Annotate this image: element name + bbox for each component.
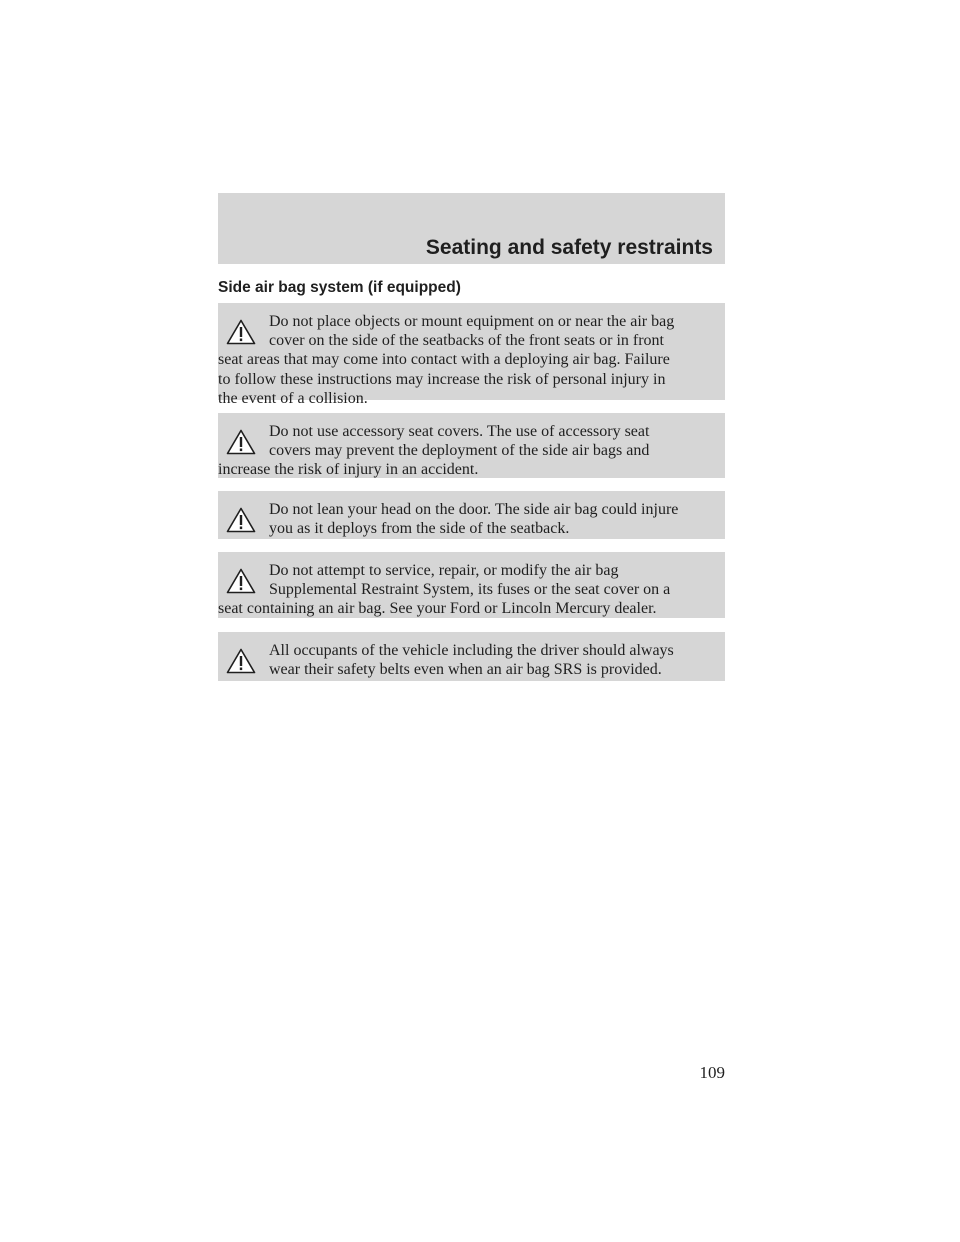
warning-box [218, 413, 725, 478]
section-title: Seating and safety restraints [425, 236, 713, 259]
warning-line: Supplemental Restraint System, its fuses or the seat cover on a [269, 581, 671, 599]
warning-box [218, 491, 725, 539]
page-number: 109 [699, 1063, 725, 1082]
warning-line: to follow these instructions may increase the risk of personal injury in [218, 370, 666, 388]
warning-line: Do not lean your head on the door. The side air bag could injure [269, 501, 679, 518]
warning-line: cover on the side of the seatbacks of the front seats or in front [269, 332, 664, 350]
warning-text [218, 312, 725, 408]
warning-line: seat areas that may come into contact with a deploying air bag. Failure [218, 351, 670, 369]
warning-box [218, 632, 725, 681]
warning-line: All occupants of the vehicle including the driver should always [269, 642, 674, 659]
warning-line: wear their safety belts even when an air bag SRS is provided. [269, 661, 662, 679]
warning-line: increase the risk of injury in an accident. [218, 461, 479, 479]
section-header-bar [218, 193, 725, 264]
warning-text [218, 561, 725, 619]
warning-line: seat containing an air bag. See your Ford or Lincoln Mercury dealer. [218, 600, 657, 618]
warning-text [218, 500, 725, 538]
warning-text [218, 641, 725, 679]
warning-text [218, 422, 725, 480]
warning-box [218, 303, 725, 407]
warning-line: the event of a collision. [218, 389, 368, 407]
warning-line: Do not use accessory seat covers. The use of accessory seat [269, 423, 650, 440]
warning-line: Do not attempt to service, repair, or modify the air bag [269, 562, 619, 579]
warning-box [218, 552, 725, 618]
subheading: Side air bag system (if equipped) [218, 279, 461, 296]
warning-line: covers may prevent the deployment of the side air bags and [269, 442, 650, 460]
warning-line: Do not place objects or mount equipment on or near the air bag [269, 313, 675, 330]
warning-line: you as it deploys from the side of the seatback. [269, 520, 570, 538]
